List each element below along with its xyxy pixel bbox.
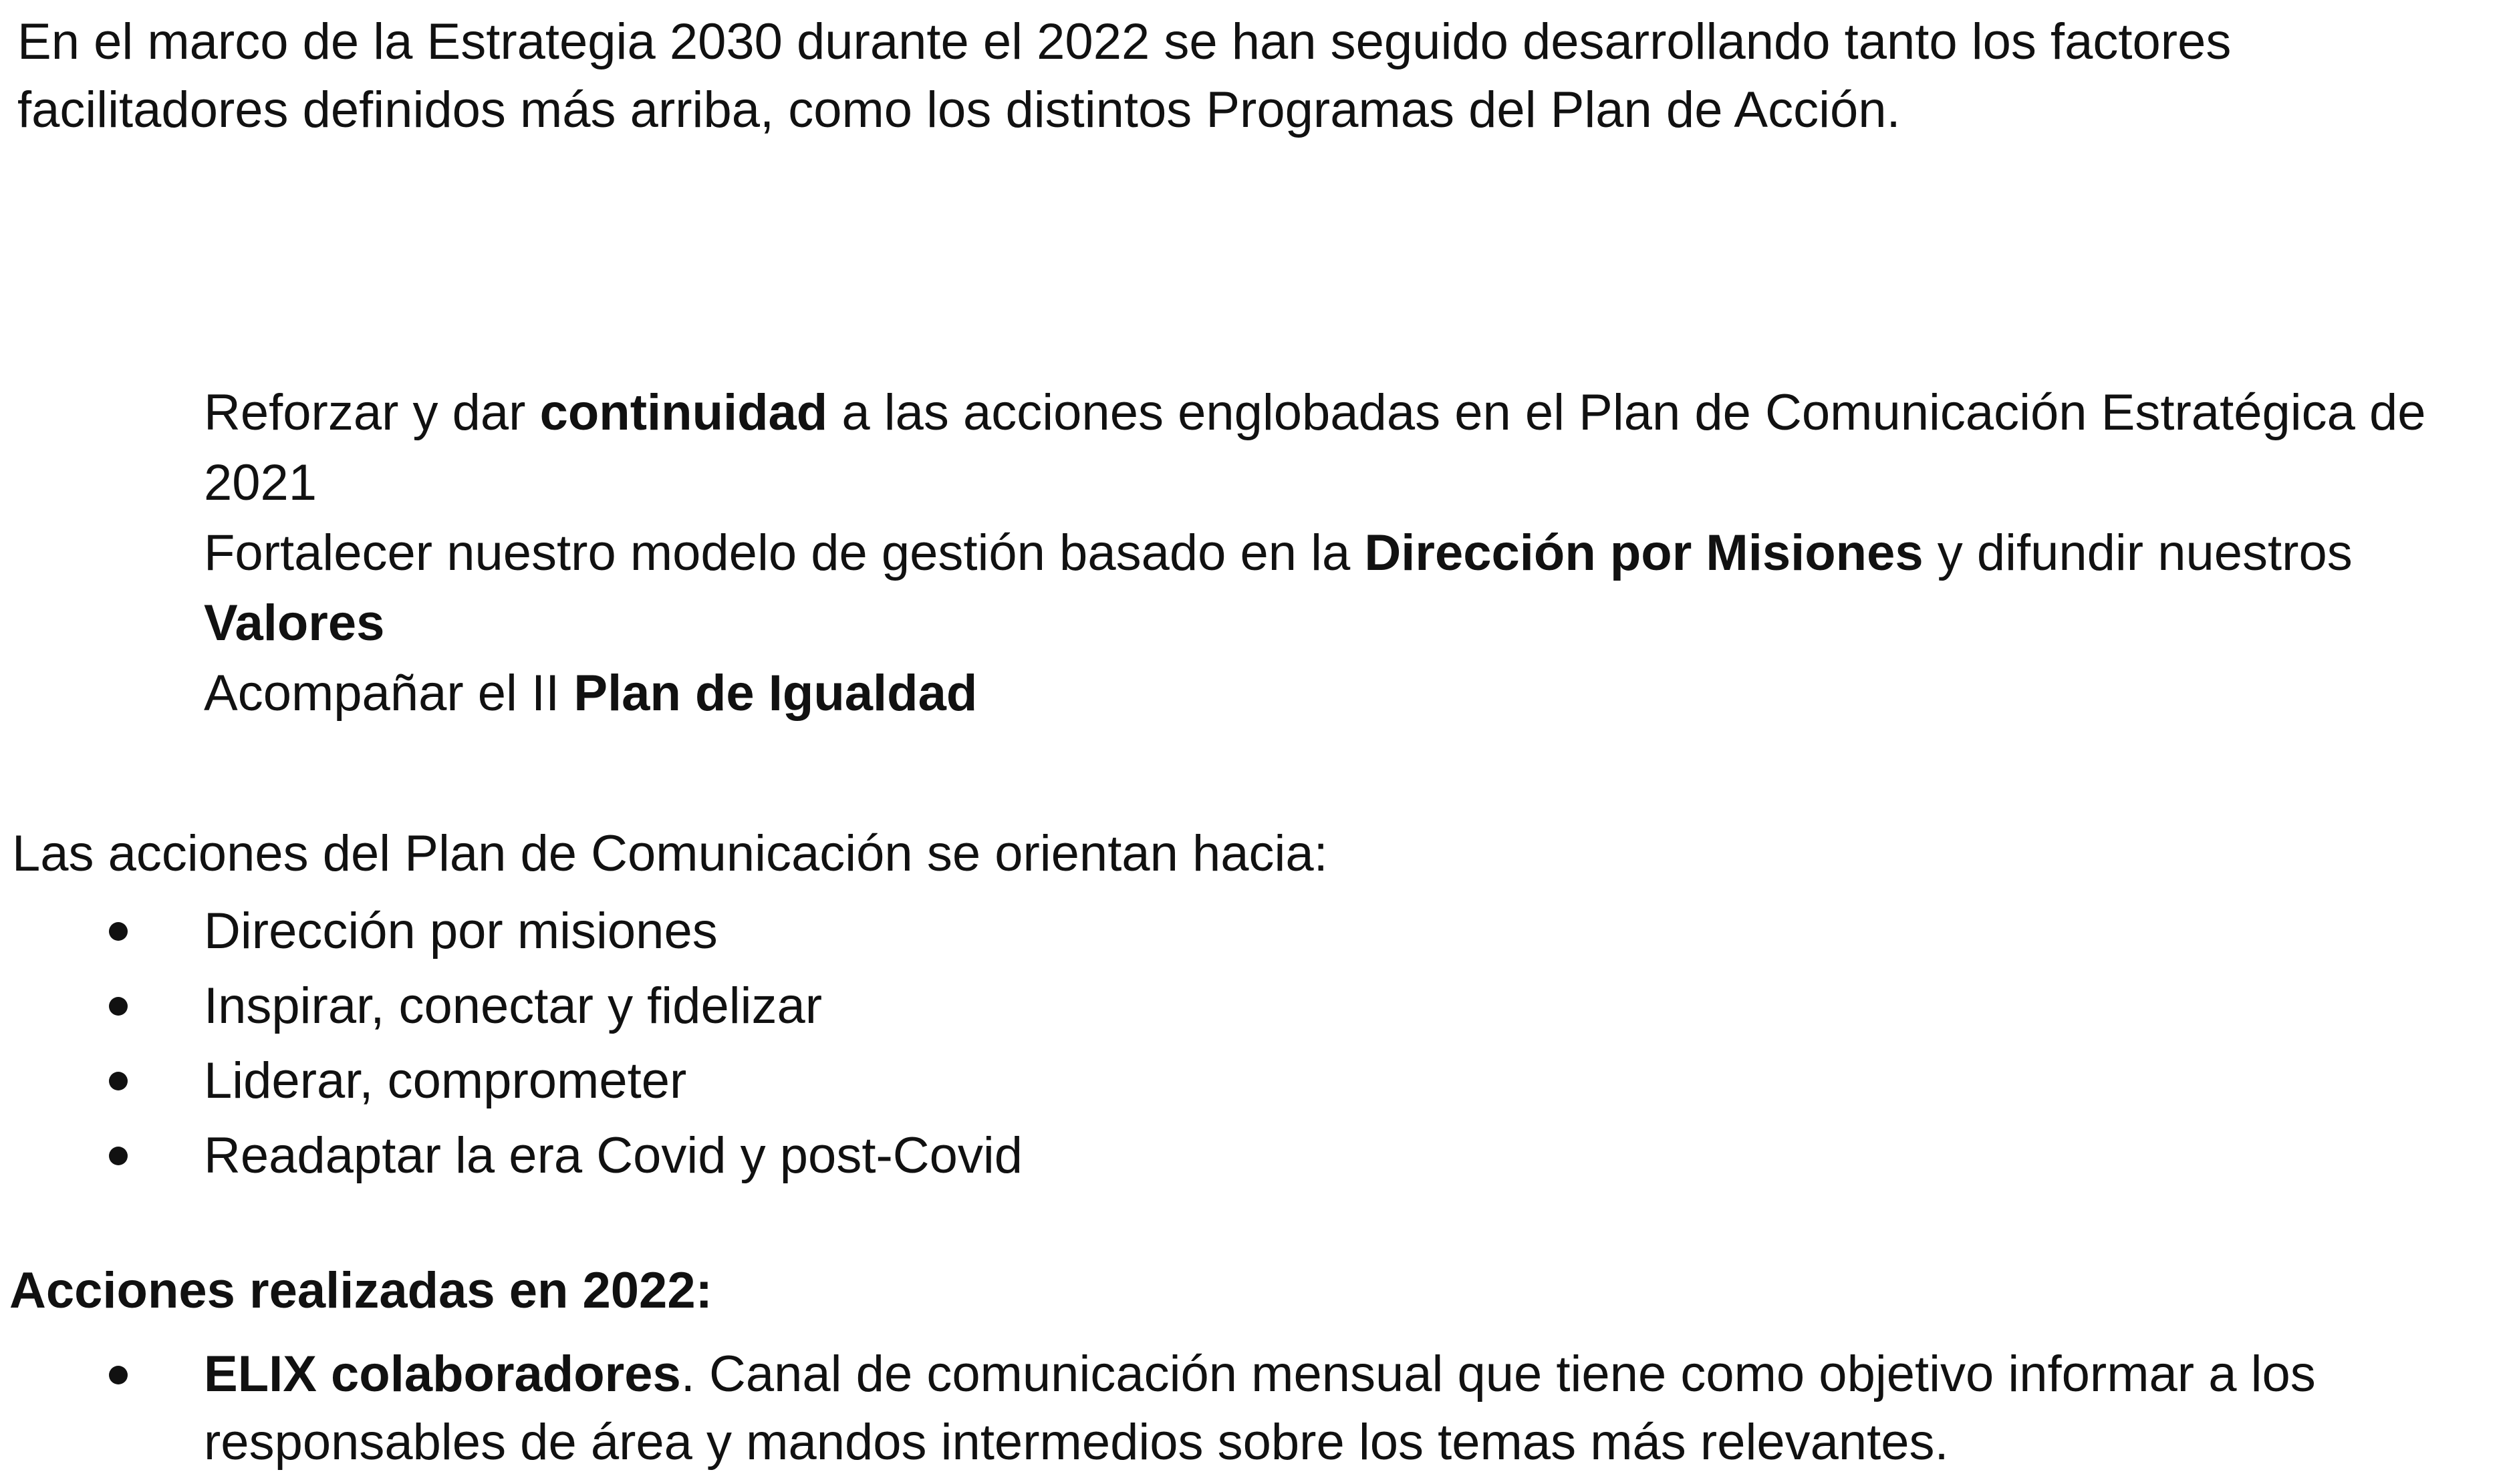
list-item — [0, 1119, 2473, 1193]
actions-list — [0, 1340, 2486, 1477]
objective-bold: continuidad — [539, 384, 828, 441]
bullet-icon — [109, 922, 128, 941]
intro-paragraph: En el marco de la Estrategia 2030 durante el 2022 se han seguido desarrollando tanto los factores facilitadores definidos más arriba, como los distintos Programas del Plan de Acción. — [17, 13, 2232, 138]
list-item-text: Inspirar, conectar y fidelizar — [204, 978, 823, 1034]
action-title: ELIX colaboradores — [204, 1346, 681, 1402]
objective-item — [204, 658, 2503, 728]
list-item — [0, 1340, 2486, 1477]
list-item — [0, 1044, 2473, 1119]
list-item-text: Liderar, comprometer — [204, 1052, 687, 1109]
objective-text: Acompañar el II — [204, 665, 574, 722]
bullet-icon — [109, 1072, 128, 1090]
objective-bold: Dirección por Misiones — [1364, 525, 1924, 581]
action-description: . Canal de comunicación mensual que tiene como objetivo informar a los responsables de área y mandos intermedios sobre los temas más relevantes. — [204, 1346, 2316, 1471]
list-item-text: Dirección por misiones — [204, 903, 718, 959]
objective-text: a las acciones englobadas en el Plan de Comunicación Estratégica de 2021 — [204, 384, 2426, 511]
objective-bold: Valores — [204, 595, 385, 651]
objective-item — [204, 518, 2503, 658]
plan-bullet-list — [0, 894, 2473, 1193]
objectives-list — [204, 378, 2503, 728]
plan-lead-text: Las acciones del Plan de Comunicación se orientan hacia: — [12, 825, 1328, 882]
bullet-icon — [109, 1366, 128, 1384]
objective-text: y difundir nuestros — [1923, 525, 2353, 581]
bullet-icon — [109, 997, 128, 1016]
list-item-text: Readaptar la era Covid y post-Covid — [204, 1127, 1023, 1184]
list-item — [0, 969, 2473, 1044]
list-item — [0, 894, 2473, 969]
objective-text: Fortalecer nuestro modelo de gestión basado en la — [204, 525, 1365, 581]
objective-text: Reforzar y dar — [204, 384, 540, 441]
bullet-icon — [109, 1147, 128, 1165]
objective-bold: Plan de Igualdad — [573, 665, 978, 722]
objective-item — [204, 378, 2503, 518]
actions-heading: Acciones realizadas en 2022: — [9, 1262, 712, 1319]
